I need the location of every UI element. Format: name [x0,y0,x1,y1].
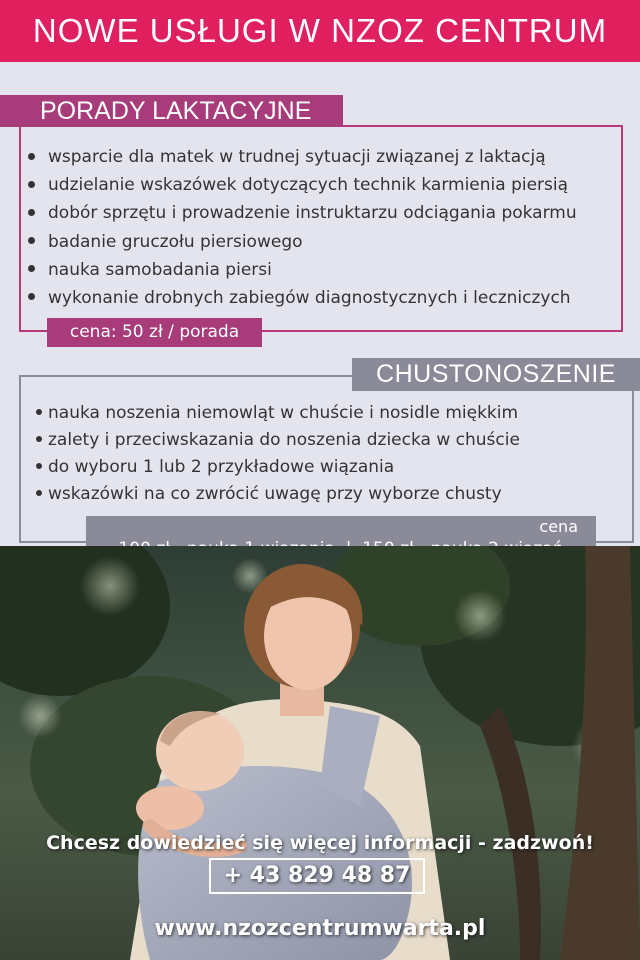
list-item [36,481,520,508]
photo-illustration [0,546,640,960]
bullet-icon [28,265,35,272]
bullet-icon [36,436,42,442]
mother-baby-sling-photo [0,546,640,960]
phone-number[interactable]: + 43 829 48 87 [209,858,425,894]
list-item-text: nauka samobadania piersi [48,259,272,280]
list-item-text: nauka noszenia niemowląt w chuście i nosidle miękkim [48,403,519,423]
babywearing-title: CHUSTONOSZENIE [376,360,616,388]
list-item [28,228,577,256]
bullet-icon [28,237,35,244]
list-item-text: wykonanie drobnych zabiegów diagnostycznych i leczniczych [48,287,571,308]
bullet-icon [28,153,35,160]
lactation-price-tag: cena: 50 zł / porada [47,318,262,347]
list-item-text: wskazówki na co zwrócić uwagę przy wyborze chusty [48,484,502,504]
list-item-text: do wyboru 1 lub 2 przykładowe wiązania [48,457,395,477]
babywearing-services-list [36,400,520,508]
bullet-icon [28,209,35,216]
website-link[interactable]: www.nzozcentrumwarta.pl [154,916,486,941]
list-item-text: badanie gruczołu piersiowego [48,231,303,252]
price-label: cena [539,517,578,536]
bullet-icon [28,293,35,300]
list-item [28,284,577,312]
list-item [36,427,520,454]
bullet-icon [36,490,42,496]
page-title: NOWE USŁUGI W NZOZ CENTRUM [32,12,608,49]
lactation-title: PORADY LAKTACYJNE [40,97,312,125]
list-item [28,199,577,227]
bullet-icon [28,181,35,188]
list-item [36,400,520,427]
lactation-services-list [28,143,577,312]
list-item [28,256,577,284]
list-item [28,171,577,199]
header-banner [0,0,640,62]
babywearing-title-banner [352,358,640,391]
list-item [36,454,520,481]
bullet-icon [36,463,42,469]
contact-call-to-action: Chcesz dowiedzieć się więcej informacji - zadzwoń! [46,832,594,854]
list-item-text: wsparcie dla matek w trudnej sytuacji związanej z laktacją [48,147,546,167]
list-item [28,143,577,171]
bullet-icon [36,409,42,415]
list-item-text: udzielanie wskazówek dotyczących technik karmienia piersią [48,175,569,196]
list-item-text: dobór sprzętu i prowadzenie instruktarzu odciągania pokarmu [48,203,577,224]
lactation-title-banner [0,95,343,127]
list-item-text: zalety i przeciwskazania do noszenia dziecka w chuście [48,430,520,450]
